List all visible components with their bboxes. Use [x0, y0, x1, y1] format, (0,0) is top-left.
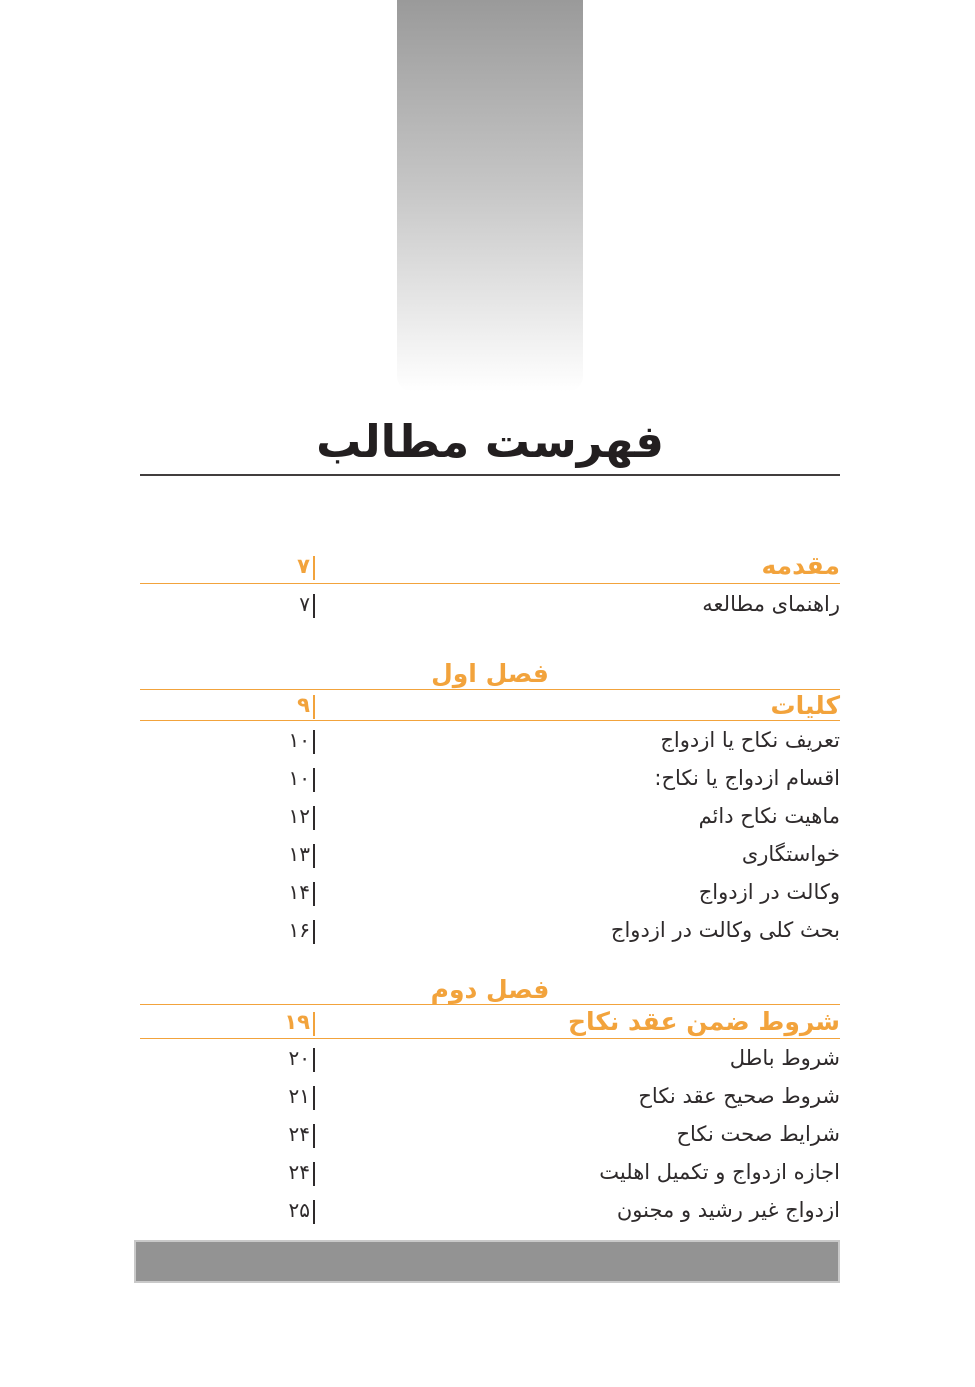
toc-section-chapter-1 — [140, 657, 840, 949]
toc-heading-row[interactable] — [140, 548, 840, 584]
page-number-cell — [140, 880, 315, 904]
page-number-divider — [313, 768, 315, 792]
chapter-label: فصل اول — [140, 657, 840, 690]
page-number-cell — [140, 842, 315, 866]
page-number: ۹ — [297, 693, 310, 717]
toc-item-row[interactable] — [140, 873, 840, 911]
page-number: ۱۳ — [288, 842, 310, 866]
page-number: ۲۰ — [288, 1046, 310, 1070]
toc-item-row[interactable] — [140, 1039, 840, 1077]
toc-heading-label: مقدمه — [761, 551, 840, 580]
toc-item-label: تعریف نکاح یا ازدواج — [660, 728, 840, 752]
toc-item-row[interactable] — [140, 1191, 840, 1229]
toc-item-label: وکالت در ازدواج — [698, 880, 840, 904]
table-of-contents — [140, 548, 840, 1229]
toc-item-label: اقسام ازدواج یا نکاح: — [654, 766, 840, 790]
page-number: ۱۶ — [288, 918, 310, 942]
toc-item-row[interactable] — [140, 911, 840, 949]
page-number: ۲۴ — [288, 1160, 310, 1184]
toc-item-row[interactable] — [140, 1077, 840, 1115]
toc-item-label: ماهیت نکاح دائم — [698, 804, 840, 828]
toc-item-label: اجازه ازدواج و تکمیل اهلیت — [599, 1160, 840, 1184]
toc-item-row[interactable] — [140, 1153, 840, 1191]
page-number-cell — [140, 766, 315, 790]
page-number-divider — [313, 1048, 315, 1072]
toc-heading-row[interactable] — [140, 690, 840, 721]
toc-heading-row[interactable] — [140, 1005, 840, 1039]
page-number-cell — [140, 1046, 315, 1070]
page-number-cell — [140, 554, 315, 578]
footer-bar — [134, 1240, 840, 1283]
page-number-cell — [140, 1122, 315, 1146]
page-title-block — [140, 404, 840, 476]
toc-section-chapter-2 — [140, 975, 840, 1229]
page-number-divider — [313, 1012, 315, 1036]
toc-item-label: شروط صحیح عقد نکاح — [638, 1084, 840, 1108]
toc-item-label: خواستگاری — [741, 842, 840, 866]
page-title: فهرست مطالب — [316, 415, 664, 468]
page-number-cell — [140, 1198, 315, 1222]
toc-item-label: ازدواج غیر رشید و مجنون — [616, 1198, 840, 1222]
page-number: ۱۴ — [288, 880, 310, 904]
page-number-divider — [313, 695, 315, 719]
toc-item-row[interactable] — [140, 584, 840, 624]
page-number-cell — [140, 693, 315, 717]
page-number-divider — [313, 882, 315, 906]
toc-item-row[interactable] — [140, 797, 840, 835]
toc-item-label: راهنمای مطالعه — [702, 592, 840, 616]
page-number: ۱۰ — [288, 766, 310, 790]
page-number-cell — [140, 804, 315, 828]
page-number-divider — [313, 1086, 315, 1110]
page-number-cell — [140, 1084, 315, 1108]
page-number: ۷ — [299, 592, 310, 616]
toc-item-row[interactable] — [140, 759, 840, 797]
toc-item-label: بحث کلی وکالت در ازدواج — [610, 918, 840, 942]
page-number: ۲۵ — [288, 1198, 310, 1222]
chapter-label: فصل دوم — [140, 975, 840, 1005]
page-number: ۷ — [297, 553, 310, 578]
page-number-divider — [313, 594, 315, 618]
page-number-cell — [140, 728, 315, 752]
page-number: ۱۰ — [288, 728, 310, 752]
page-number-divider — [313, 920, 315, 944]
page-number-divider — [313, 1162, 315, 1186]
page-number-divider — [313, 844, 315, 868]
toc-item-row[interactable] — [140, 721, 840, 759]
toc-heading-label: کلیات — [770, 690, 840, 720]
page-number-cell — [140, 918, 315, 942]
page-number: ۲۱ — [288, 1084, 310, 1108]
top-gradient-bar — [397, 0, 583, 392]
page-number-cell — [140, 1010, 315, 1034]
toc-section-intro — [140, 548, 840, 624]
page-number: ۲۴ — [288, 1122, 310, 1146]
toc-item-label: شروط باطل — [729, 1046, 840, 1070]
page-number: ۱۹ — [284, 1009, 310, 1034]
page-number-divider — [313, 1200, 315, 1224]
page-number-divider — [313, 1124, 315, 1148]
page-number-divider — [313, 806, 315, 830]
toc-item-label: شرایط صحت نکاح — [676, 1122, 840, 1146]
page-number: ۱۲ — [288, 804, 310, 828]
page-number-cell — [140, 1160, 315, 1184]
page-number-divider — [313, 556, 315, 580]
page-number-divider — [313, 730, 315, 754]
toc-item-row[interactable] — [140, 835, 840, 873]
toc-heading-label: شروط ضمن عقد نکاح — [567, 1007, 840, 1036]
page-number-cell — [140, 592, 315, 616]
toc-item-row[interactable] — [140, 1115, 840, 1153]
